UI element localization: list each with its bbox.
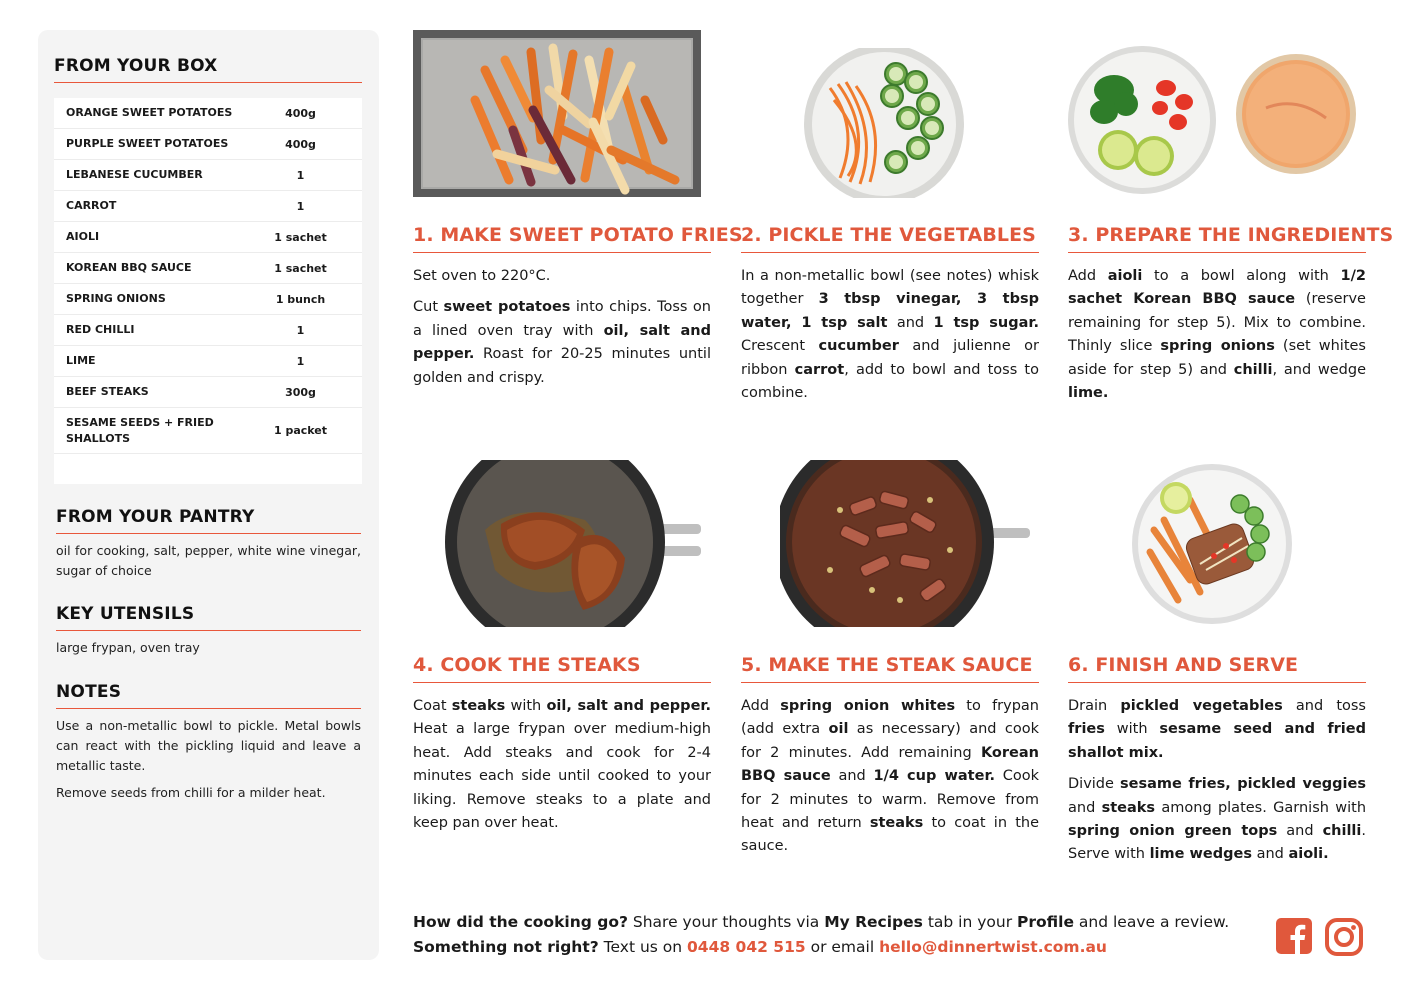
step-5 (741, 654, 1039, 867)
email-link[interactable]: hello@dinnertwist.com.au (879, 938, 1107, 956)
utensils-text: large frypan, oven tray (56, 640, 200, 655)
ingredient-row (54, 284, 362, 315)
step-body (413, 265, 711, 390)
note-text: Use a non-metallic bowl to pickle. Metal bowls can react with the pickling liquid and leave a metallic taste. (56, 718, 361, 773)
step-1 (413, 224, 743, 398)
step-body (413, 695, 711, 835)
ingredient-qty: 400g (285, 137, 316, 151)
footer-text: tab in your (922, 913, 1018, 931)
ingredient-row (54, 129, 362, 160)
step-4 (413, 654, 711, 843)
footer-text: and leave a review. (1073, 913, 1230, 931)
ingredient-qty: 1 (296, 323, 305, 337)
notes-heading: NOTES (56, 682, 361, 709)
prepared-ingredients-image (1066, 46, 1366, 196)
footer-question: Something not right? (413, 938, 599, 956)
ingredient-qty: 1 (296, 354, 305, 368)
my-recipes-link[interactable]: My Recipes (824, 913, 923, 931)
facebook-icon[interactable] (1276, 918, 1312, 958)
step-6 (1068, 654, 1366, 875)
finished-dish-image (1130, 460, 1294, 626)
ingredient-qty: 300g (285, 385, 316, 399)
step-title: 6. FINISH AND SERVE (1068, 654, 1366, 683)
feedback-footer (413, 910, 1233, 960)
ingredient-name: KOREAN BBQ SAUCE (66, 261, 192, 274)
ingredient-qty: 1 sachet (274, 230, 327, 244)
ingredient-name: RED CHILLI (66, 323, 135, 336)
ingredient-qty: 1 sachet (274, 261, 327, 275)
steak-sauce-image (780, 460, 1030, 627)
step-paragraph: Cut sweet potatoes into chips. Toss on a lined oven tray with oil, salt and pepper. Roast for 20-25 minutes until golden and crispy. (413, 299, 711, 386)
contact-line (413, 935, 1233, 960)
step-paragraph: Divide sesame fries, pickled veggies and steaks among plates. Garnish with spring onion green tops and chilli. Serve with lime wedges and aioli. (1068, 776, 1367, 863)
footer-text: Share your thoughts via (627, 913, 825, 931)
ingredient-row (54, 222, 362, 253)
ingredients-sidebar (38, 30, 379, 960)
ingredient-row (54, 98, 362, 129)
utensils-section (56, 604, 361, 658)
step-title: 1. MAKE SWEET POTATO FRIES (413, 224, 711, 253)
pickled-vegetables-image (800, 48, 970, 198)
step-body (741, 265, 1039, 405)
step-title: 2. PICKLE THE VEGETABLES (741, 224, 1039, 253)
utensils-heading: KEY UTENSILS (56, 604, 361, 631)
ingredient-name: CARROT (66, 199, 117, 212)
step-body (741, 695, 1039, 859)
cook-steaks-image (445, 460, 701, 627)
ingredient-name: SESAME SEEDS + FRIED SHALLOTS (66, 415, 214, 445)
step-paragraph: Set oven to 220°C. (413, 268, 551, 284)
ingredient-name: LIME (66, 354, 96, 367)
ingredient-name: BEEF STEAKS (66, 385, 149, 398)
ingredient-row (54, 160, 362, 191)
step-paragraph: Coat steaks with oil, salt and pepper. Heat a large frypan over medium-high heat. Add steaks and cook for 2-4 minutes each side until cooked to your liking. Remove steaks to a plate and keep pan over heat. (413, 698, 711, 832)
step-2 (741, 224, 1039, 413)
footer-text: Text us on (598, 938, 688, 956)
ingredient-qty: 1 (296, 168, 305, 182)
review-line (413, 910, 1233, 935)
step-paragraph: Add spring onion whites to frypan (add extra oil as necessary) and cook for 2 minutes. Add remaining Korean BBQ sauce and 1/4 cup water. Cook for 2 minutes to warm. Remove from heat and return steaks to coat in the sauce. (741, 698, 1040, 855)
ingredient-name: SPRING ONIONS (66, 292, 166, 305)
ingredient-name: ORANGE SWEET POTATOES (66, 106, 233, 119)
profile-link[interactable]: Profile (1017, 913, 1074, 931)
phone-link[interactable]: 0448 042 515 (687, 938, 806, 956)
pantry-section (56, 507, 361, 581)
pantry-heading: FROM YOUR PANTRY (56, 507, 361, 534)
ingredient-row (54, 408, 362, 454)
footer-question: How did the cooking go? (413, 913, 628, 931)
ingredient-qty: 1 bunch (275, 292, 326, 306)
from-your-box-heading: FROM YOUR BOX (54, 56, 362, 83)
step-title: 3. PREPARE THE INGREDIENTS (1068, 224, 1366, 253)
step-paragraph: In a non-metallic bowl (see notes) whisk together 3 tbsp vinegar, 3 tbsp water, 1 tsp salt and 1 tsp sugar. Crescent cucumber and julienne or ribbon carrot, add to bowl and toss to combine. (741, 268, 1039, 402)
step-body (1068, 265, 1366, 405)
pantry-text: oil for cooking, salt, pepper, white wine vinegar, sugar of choice (56, 543, 361, 578)
ingredient-row (54, 377, 362, 408)
step-paragraph: Drain pickled vegetables and toss fries with sesame seed and fried shallot mix. (1068, 698, 1366, 761)
ingredient-row (54, 346, 362, 377)
ingredient-row (54, 191, 362, 222)
ingredient-name: AIOLI (66, 230, 100, 243)
note-text: Remove seeds from chilli for a milder heat. (56, 785, 326, 800)
ingredients-table (54, 98, 362, 484)
ingredient-qty: 400g (285, 106, 316, 120)
step-3 (1068, 224, 1394, 413)
step-title: 5. MAKE THE STEAK SAUCE (741, 654, 1039, 683)
ingredient-qty: 1 (296, 199, 305, 213)
ingredient-qty: 1 packet (273, 424, 328, 437)
instagram-icon[interactable] (1325, 918, 1363, 960)
footer-text: or email (805, 938, 880, 956)
step-body (1068, 695, 1366, 867)
ingredient-row (54, 253, 362, 284)
ingredient-name: LEBANESE CUCUMBER (66, 168, 203, 181)
notes-section (56, 682, 361, 803)
step-paragraph: Add aioli to a bowl along with 1/2 sachet Korean BBQ sauce (reserve remaining for step 5). Mix to combine. Thinly slice spring onions (set whites aside for step 5) and chilli, and wedge lime. (1068, 268, 1366, 402)
ingredient-row (54, 315, 362, 346)
ingredient-name: PURPLE SWEET POTATOES (66, 137, 229, 150)
step-title: 4. COOK THE STEAKS (413, 654, 711, 683)
sweet-potato-fries-image (413, 30, 701, 197)
